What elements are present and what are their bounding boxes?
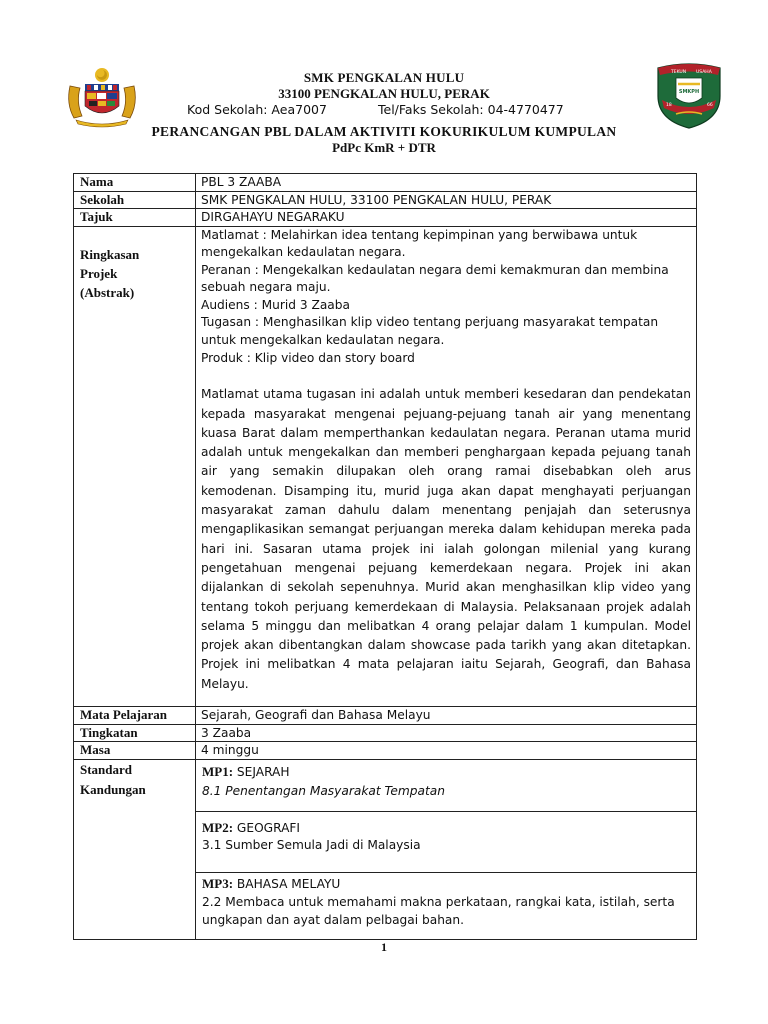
ringkasan-matlamat: Matlamat : Melahirkan idea tentang kepimpinan yang berwibawa untuk mengekalkan kedaulatan negara. <box>201 227 638 260</box>
mp3-title <box>202 875 686 893</box>
badge-motto-left: TEKUN <box>671 70 687 75</box>
label-ringkasan-1: Ringkasan <box>80 246 140 262</box>
row-nama <box>74 174 697 192</box>
row-standard-kandungan <box>74 759 697 939</box>
school-phone-fax: Tel/Faks Sekolah: 04-4770477 <box>378 102 564 117</box>
label-mata-pelajaran: Mata Pelajaran <box>74 707 196 725</box>
mp3-item: 2.2 Membaca untuk memahami makna perkataan, rangkai kata, istilah, serta ungkapan dan ayat dalam pelbagai bahan. <box>202 894 675 927</box>
label-nama: Nama <box>74 174 196 192</box>
value-tingkatan: 3 Zaaba <box>196 724 697 742</box>
school-code: Kod Sekolah: Aea7007 <box>187 102 327 117</box>
value-masa: 4 minggu <box>196 742 697 760</box>
page-number: 1 <box>381 940 387 954</box>
value-mata-pelajaran: Sejarah, Geografi dan Bahasa Melayu <box>196 707 697 725</box>
mp2-block <box>196 811 696 872</box>
row-masa <box>74 742 697 760</box>
label-ringkasan <box>74 226 196 707</box>
ringkasan-paragraph: Matlamat utama tugasan ini adalah untuk memberi kesedaran dan pendekatan kepada masyarakat mengenai pejuang-pejuang tanah air yang menentang kuasa Barat dalam memperthankan kedaulatan negara. Peranan utama murid adalah untuk mengekalkan dan memberi penghargaan kepada pejuang tanah air yang semakin dilupakan oleh orang ramai disebabkan oleh arus kemodenan. Disamping itu, murid juga akan dapat menghayati perjuangan masyarakat zaman dahulu dalam menentang penjajah dan seterusnya mengaplikasikan semangat perjuangan mereka dalam kehidupan mereka pada hari ini. Sasaran utama projek ini ialah golongan milenial yang kurang pengetahuan mengenai pejuang kemerdekaan negara. Projek ini akan dijalankan di sekolah sepenuhnya. Murid akan menghasilkan klip video yang tentang tokoh perjuang kemerdekaan di Malaysia. Pelaksanaan projek adalah selama 5 minggu dan melibatkan 4 orang pelajar dalam 1 kumpulan. Model projek akan dibentangkan dalam showcase pada tarikh yang akan ditetapkan. Projek ini melibatkan 4 mata pelajaran iaitu Sejarah, Geografi, dan Bahasa Melayu. <box>201 387 691 691</box>
label-sekolah: Sekolah <box>74 191 196 209</box>
document-title: PERANCANGAN PBL DALAM AKTIVITI KOKURIKULUM KUMPULAN <box>151 124 617 139</box>
school-name: SMK PENGKALAN HULU <box>303 70 465 85</box>
school-address: 33100 PENGKALAN HULU, PERAK <box>278 86 490 101</box>
badge-year-left: 18 <box>666 103 672 108</box>
ringkasan-audiens: Audiens : Murid 3 Zaaba <box>201 297 350 312</box>
mp2-item: 3.1 Sumber Semula Jadi di Malaysia <box>202 837 421 852</box>
value-ringkasan <box>196 226 697 707</box>
badge-motto-right: USAHA <box>696 70 712 75</box>
document-subtitle: PdPc KmR + DTR <box>332 140 436 155</box>
mp3-subject: BAHASA MELAYU <box>236 876 341 891</box>
ringkasan-tugasan: Tugasan : Menghasilkan klip video tentang perjuang masyarakat tempatan untuk mengekalkan kedaulatan negara. <box>201 315 659 348</box>
label-ringkasan-3: (Abstrak) <box>80 284 135 300</box>
label-standard-kandungan <box>74 759 196 939</box>
badge-school-initials: SMKPH <box>678 89 700 95</box>
value-nama: PBL 3 ZAABA <box>196 174 697 192</box>
label-standard: Standard <box>80 761 133 777</box>
label-tingkatan: Tingkatan <box>74 724 196 742</box>
mp3-block <box>196 872 696 939</box>
pbl-plan-table <box>73 173 697 940</box>
row-mata-pelajaran <box>74 707 697 725</box>
row-tajuk <box>74 209 697 227</box>
value-sekolah: SMK PENGKALAN HULU, 33100 PENGKALAN HULU, PERAK <box>196 191 697 209</box>
badge-year-right: 66 <box>707 103 713 108</box>
value-tajuk: DIRGAHAYU NEGARAKU <box>196 209 697 227</box>
label-masa: Masa <box>74 742 196 760</box>
row-ringkasan <box>74 226 697 707</box>
ringkasan-produk: Produk : Klip video dan story board <box>201 350 415 365</box>
label-tajuk: Tajuk <box>74 209 196 227</box>
mp2-subject: GEOGRAFI <box>236 820 301 835</box>
mp1-block <box>196 760 696 811</box>
row-tingkatan <box>74 724 697 742</box>
mp3-code: MP3: <box>202 875 234 891</box>
mp2-title <box>202 819 696 837</box>
mp1-title <box>202 762 696 782</box>
mp1-code: MP1: <box>202 763 234 779</box>
label-ringkasan-2: Projek <box>80 265 118 281</box>
row-sekolah <box>74 191 697 209</box>
label-kandungan: Kandungan <box>80 781 146 797</box>
mp1-item: 8.1 Penentangan Masyarakat Tempatan <box>202 783 445 798</box>
mp2-code: MP2: <box>202 819 234 835</box>
mp1-subject: SEJARAH <box>236 764 290 779</box>
school-badge-logo <box>654 62 724 130</box>
ringkasan-peranan: Peranan : Mengekalkan kedaulatan negara demi kemakmuran dan membina sebuah negara maju. <box>201 262 669 295</box>
value-standard-kandungan <box>196 759 697 939</box>
